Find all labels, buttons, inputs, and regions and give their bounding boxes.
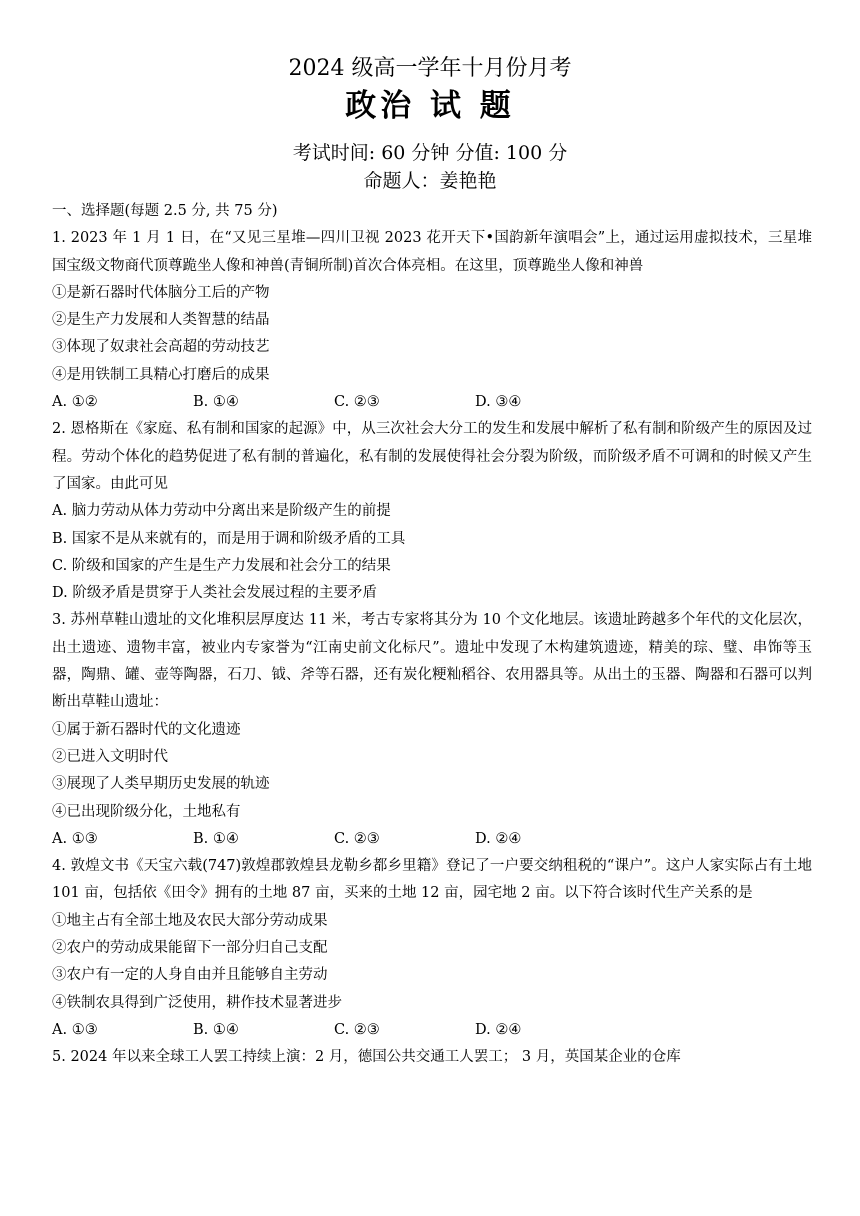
question-4-item-1: ①地主占有全部土地及农民大部分劳动成果 [52, 912, 328, 929]
question-2-stem: 2. 恩格斯在《家庭、私有制和国家的起源》中，从三次社会大分工的发生和发展中解析了私有制和阶级产生的原因及过程。劳动个体化的趋势促进了私有制的普遍化，私有制的发展使得社会分裂为阶级，而阶级矛盾不可调和的时候又产生了国家。由此可见 [52, 421, 812, 492]
question-2-choice-c[interactable]: C. 阶级和国家的产生是生产力发展和社会分工的结果 [52, 557, 391, 574]
question-2-choice-d[interactable]: D. 阶级矛盾是贯穿于人类社会发展过程的主要矛盾 [52, 585, 377, 602]
question-4-item-4: ④铁制农具得到广泛使用，耕作技术显著进步 [52, 994, 342, 1011]
question-1-item-4: ④是用铁制工具精心打磨后的成果 [52, 366, 270, 383]
question-2-choice-b[interactable]: B. 国家不是从来就有的，而是用于调和阶级矛盾的工具 [52, 530, 406, 547]
question-2-choice-a[interactable]: A. 脑力劳动从体力劳动中分离出来是阶级产生的前提 [52, 503, 391, 520]
question-1-choices [52, 389, 812, 416]
question-3-item-3: ③展现了人类早期历史发展的轨迹 [52, 776, 270, 793]
exam-title: 2024 级高一学年十月份月考 [288, 56, 572, 81]
question-5-stem: 5. 2024 年以来全球工人罢工持续上演：2 月，德国公共交通工人罢工； 3 月，英国某企业的仓库 [52, 1049, 681, 1066]
question-3-choice-a[interactable]: A. ①③ [52, 830, 98, 847]
question-3-item-4: ④已出现阶级分化，土地私有 [52, 803, 241, 820]
question-3-stem: 3. 苏州草鞋山遗址的文化堆积层厚度达 11 米，考古专家将其分为 10 个文化地层。该遗址跨越多个年代的文化层次，出土遗迹、遗物丰富，被业内专家誉为“江南史前文化标尺”。遗址中发现了木构建筑遗迹，精美的琮、璧、串饰等玉器，陶鼎、罐、壶等陶器，石刀、钺、斧等石器，还有炭化粳籼稻谷、农用器具等。从出土的玉器、陶器和石器可以判断出草鞋山遗址： [52, 612, 812, 711]
question-4-choices [52, 1017, 812, 1044]
question-1-choice-b[interactable]: B. ①④ [193, 394, 239, 411]
question-3-choice-c[interactable]: C. ②③ [334, 830, 380, 847]
question-4-choice-d[interactable]: D. ②④ [475, 1021, 522, 1038]
question-3-choices [52, 826, 812, 853]
question-1-choice-a[interactable]: A. ①② [52, 394, 98, 411]
subject-title: 政治 试 题 [345, 88, 515, 124]
question-4-item-3: ③农户有一定的人身自由并且能够自主劳动 [52, 967, 328, 984]
exam-info: 考试时间: 60 分钟 分值: 100 分 [292, 142, 568, 164]
question-3-choice-b[interactable]: B. ①④ [193, 830, 239, 847]
question-4-stem: 4. 敦煌文书《天宝六载(747)敦煌郡敦煌县龙勒乡都乡里籍》登记了一户要交纳租税的“课户”。这户人家实际占有土地 101 亩，包括依《田令》拥有的土地 87 亩，买来的土地 12 亩，园宅地 2 亩。以下符合该时代生产关系的是 [52, 858, 812, 902]
question-4-item-2: ②农户的劳动成果能留下一部分归自己支配 [52, 940, 328, 957]
question-3-item-2: ②已进入文明时代 [52, 748, 168, 765]
question-1-choice-c[interactable]: C. ②③ [334, 394, 380, 411]
question-4-choice-b[interactable]: B. ①④ [193, 1021, 239, 1038]
question-1-stem: 1. 2023 年 1 月 1 日，在“又见三星堆—四川卫视 2023 花开天下•国韵新年演唱会”上，通过运用虚拟技术，三星堆国宝级文物商代顶尊跪坐人像和神兽(青铜所制)首次合体亮相。在这里，顶尊跪坐人像和神兽 [52, 230, 812, 274]
exam-body [52, 198, 812, 1072]
section-heading: 一、选择题(每题 2.5 分, 共 75 分) [52, 203, 278, 219]
question-1-choice-d[interactable]: D. ③④ [475, 394, 522, 411]
question-1-item-1: ①是新石器时代体脑分工后的产物 [52, 284, 270, 301]
question-3-item-1: ①属于新石器时代的文化遗迹 [52, 721, 241, 738]
question-4-choice-a[interactable]: A. ①③ [52, 1021, 98, 1038]
exam-author: 命题人：姜艳艳 [363, 170, 497, 192]
question-3-choice-d[interactable]: D. ②④ [475, 830, 522, 847]
question-1-item-3: ③体现了奴隶社会高超的劳动技艺 [52, 339, 270, 356]
question-1-item-2: ②是生产力发展和人类智慧的结晶 [52, 312, 270, 329]
question-4-choice-c[interactable]: C. ②③ [334, 1021, 380, 1038]
